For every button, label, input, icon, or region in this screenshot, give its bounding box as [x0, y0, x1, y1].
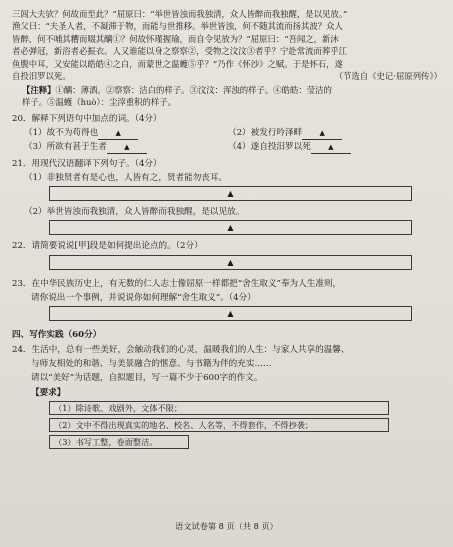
passage-line: 鱼腹中耳，又安能以皓皓④之白，而蒙世之温蠖⑤乎？”乃作《怀沙》之赋。于是怀石，遂 — [12, 58, 343, 69]
requirements-label: 【要求】 — [31, 388, 66, 398]
passage-line: 者必弹冠，新浴者必振衣。人又谁能以身之察察②，受物之汶汶③者乎？宁赴常流而葬乎江 — [12, 46, 347, 57]
notes — [22, 84, 332, 96]
q23-line-2: 请你说出一个事例，并说说你如何理解“舍生取义”。（4分） — [31, 293, 256, 303]
q21-answer-box-2[interactable] — [49, 220, 412, 235]
q20-item-3-text: （3）所欲有甚于生者 — [24, 142, 107, 152]
requirement-2: （2）文中不得出现真实的地名、校名、人名等，不得套作，不得抄袭； — [49, 418, 389, 432]
section-title: 四、写作实践（60分） — [12, 330, 102, 340]
notes-continued: 样子。⑤温蠖（huò）：尘滓重积的样子。 — [22, 97, 177, 107]
passage-line: 三闾大夫欤？何故而至此？”屈原曰：“举世皆浊而我独清，众人皆醉而我独醒，是以见放。” — [12, 9, 348, 19]
q20-item-2 — [228, 127, 342, 140]
q24-line-2: 与师友相处的和谐、与美景融合的惬意、与书籍为伴的充实…… — [31, 359, 272, 369]
passage-line: 渔父曰：“夫圣人者，不凝滞于物，而能与世推移。举世皆浊，何不随其流而扬其波？众人 — [12, 21, 343, 32]
q22-answer-box[interactable] — [49, 255, 412, 270]
q20-item-1-text: （1）故不为苟得也 — [24, 128, 99, 138]
q22-stem: 22．请简要说说[甲]段是如何提出论点的。（2分） — [12, 241, 203, 251]
blank-marker: ▲ — [115, 129, 121, 137]
notes-label: 【注释】 — [22, 85, 56, 95]
q20-blank-2[interactable] — [302, 127, 342, 140]
q20-blank-3[interactable] — [107, 141, 147, 154]
classical-passage — [12, 8, 442, 82]
blank-marker: ▲ — [328, 143, 334, 151]
q21-item-1: （1）非独贤者有是心也，人皆有之，贤者能勿丧耳。 — [24, 173, 228, 183]
page-footer: 语文试卷第 8 页（共 8 页） — [175, 521, 278, 531]
blank-marker: ▲ — [319, 129, 325, 137]
blank-marker: ▲ — [227, 309, 234, 318]
q23-line-1: 23．在中华民族历史上，有无数的仁人志士像屈原一样都把“舍生取义”奉为人生准则， — [12, 279, 342, 289]
q20-stem: 20．解释下列语句中加点的词。（4分） — [12, 114, 162, 124]
q20-item-4-text: （4）遂自投汨罗以死 — [228, 142, 311, 152]
notes-text: ①醨：薄酒。②察察：洁白的样子。③汶汶：浑浊的样子。④皓皓：莹洁的 — [55, 85, 332, 95]
q21-item-2: （2）举世皆浊而我独清，众人皆醉而我独醒，是以见放。 — [24, 207, 245, 217]
q24-line-3: 请以“美好”为话题，自拟题目，写一篇不少于600字的作文。 — [31, 373, 263, 383]
q20-item-2-text: （2）被发行吟泽畔 — [228, 128, 303, 138]
passage-line: 自投汨罗以死。 — [12, 70, 71, 81]
blank-marker: ▲ — [124, 143, 130, 151]
q20-blank-4[interactable] — [311, 141, 351, 154]
q20-item-1 — [24, 127, 138, 140]
passage-line: 皆醉，何不哺其糟而啜其醨①？何故怀瑾握瑜，而自令见放为？”屈原曰：“吾闻之，新沐 — [12, 33, 339, 44]
q21-stem: 21．用现代汉语翻译下列句子。（4分） — [12, 159, 162, 169]
blank-marker: ▲ — [227, 258, 234, 267]
q21-answer-box-1[interactable] — [49, 186, 412, 201]
q20-item-4 — [228, 141, 351, 154]
q24-line-1: 24．生活中，总有一些美好，会触动我们的心灵，温暖我们的人生：与家人共享的温馨、 — [12, 345, 350, 355]
q23-answer-box[interactable] — [49, 306, 412, 321]
passage-source: （节选自《史记·屈原列传》） — [334, 70, 442, 81]
blank-marker: ▲ — [227, 189, 234, 198]
requirement-3: （3）书写工整，卷面整洁。 — [49, 435, 189, 449]
q20-item-3 — [24, 141, 147, 154]
requirement-1: （1）除诗歌、戏剧外，文体不限； — [49, 401, 389, 415]
blank-marker: ▲ — [227, 223, 234, 232]
q20-blank-1[interactable] — [98, 127, 138, 140]
